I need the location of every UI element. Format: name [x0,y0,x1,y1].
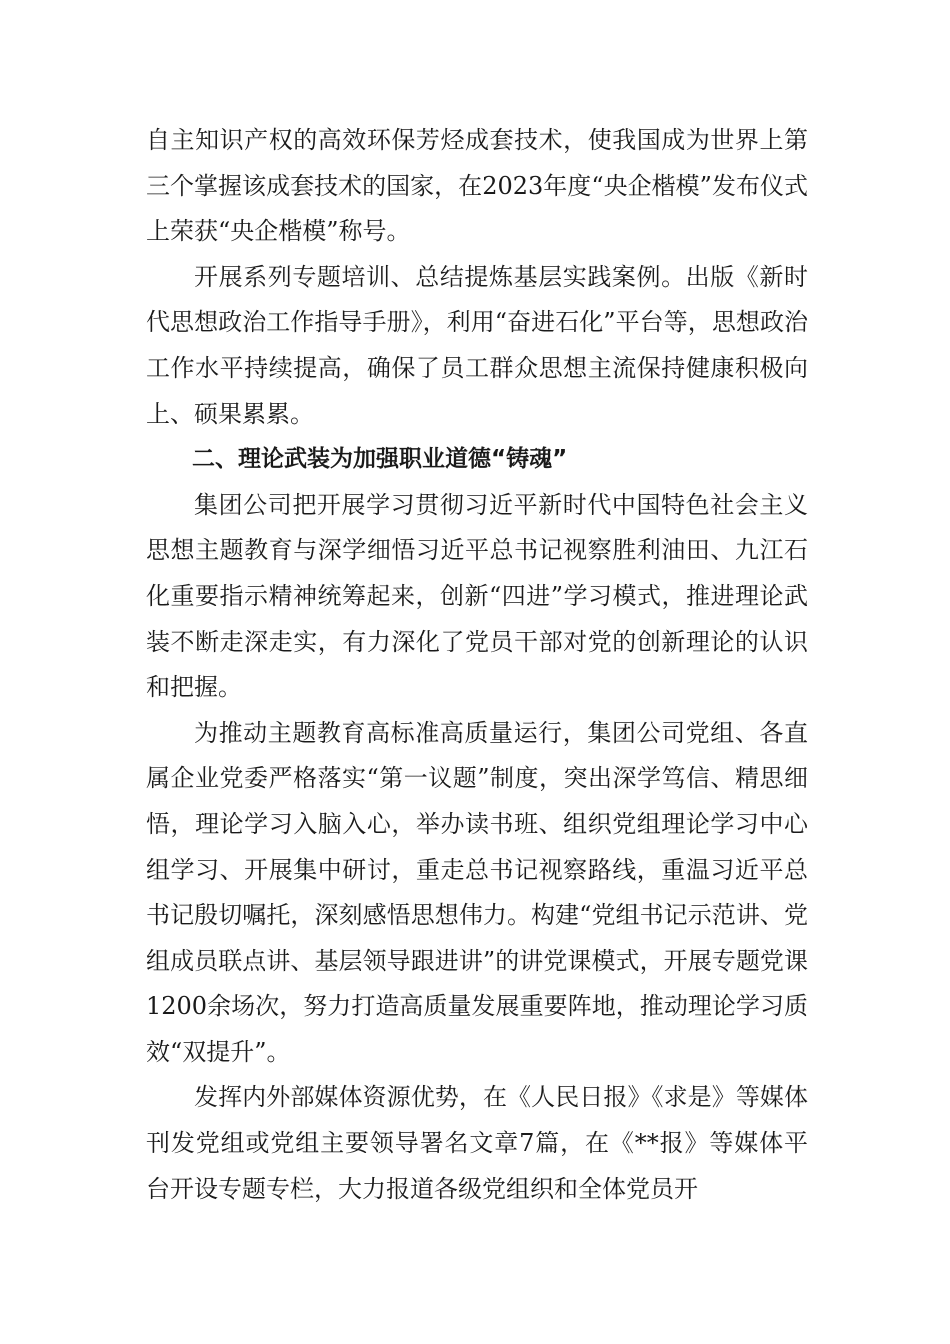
paragraph-theme-education: 为推动主题教育高标准高质量运行，集团公司党组、各直属企业党委严格落实“第一议题”制度，突出深学笃信、精思细悟，理论学习入脑入心，举办读书班、组织党组理论学习中心组学习、开展集中研讨，重走总书记视察路线，重温习近平总书记殷切嘱托，深刻感悟思想伟力。构建“党组书记示范讲、党组成员联点讲、基层领导跟进讲”的讲党课模式，开展专题党课1200余场次，努力打造高质量发展重要阵地，推动理论学习质效“双提升”。 [146,718,808,1066]
paragraph-theory-study: 集团公司把开展学习贯彻习近平新时代中国特色社会主义思想主题教育与深学细悟习近平总书记视察胜利油田、九江石化重要指示精神统筹起来，创新“四进”学习模式，推进理论武装不断走深走实，有力深化了党员干部对党的创新理论的认识和把握。 [146,490,808,702]
paragraph-continuation: 自主知识产权的高效环保芳烃成套技术，使我国成为世界上第三个掌握该成套技术的国家，在2023年度“央企楷模”发布仪式上荣获“央企楷模”称号。 [146,126,808,246]
document-body [146,118,808,1212]
paragraph-training: 开展系列专题培训、总结提炼基层实践案例。出版《新时代思想政治工作指导手册》，利用“奋进石化”平台等，思想政治工作水平持续提高，确保了员工群众思想主流保持健康积极向上、硕果累累。 [146,262,808,428]
paragraph-media: 发挥内外部媒体资源优势，在《人民日报》《求是》等媒体刊发党组或党组主要领导署名文章7篇，在《**报》等媒体平台开设专题专栏，大力报道各级党组织和全体党员开 [146,1083,808,1203]
section-heading: 二、理论武装为加强职业道德“铸魂” [192,446,568,473]
